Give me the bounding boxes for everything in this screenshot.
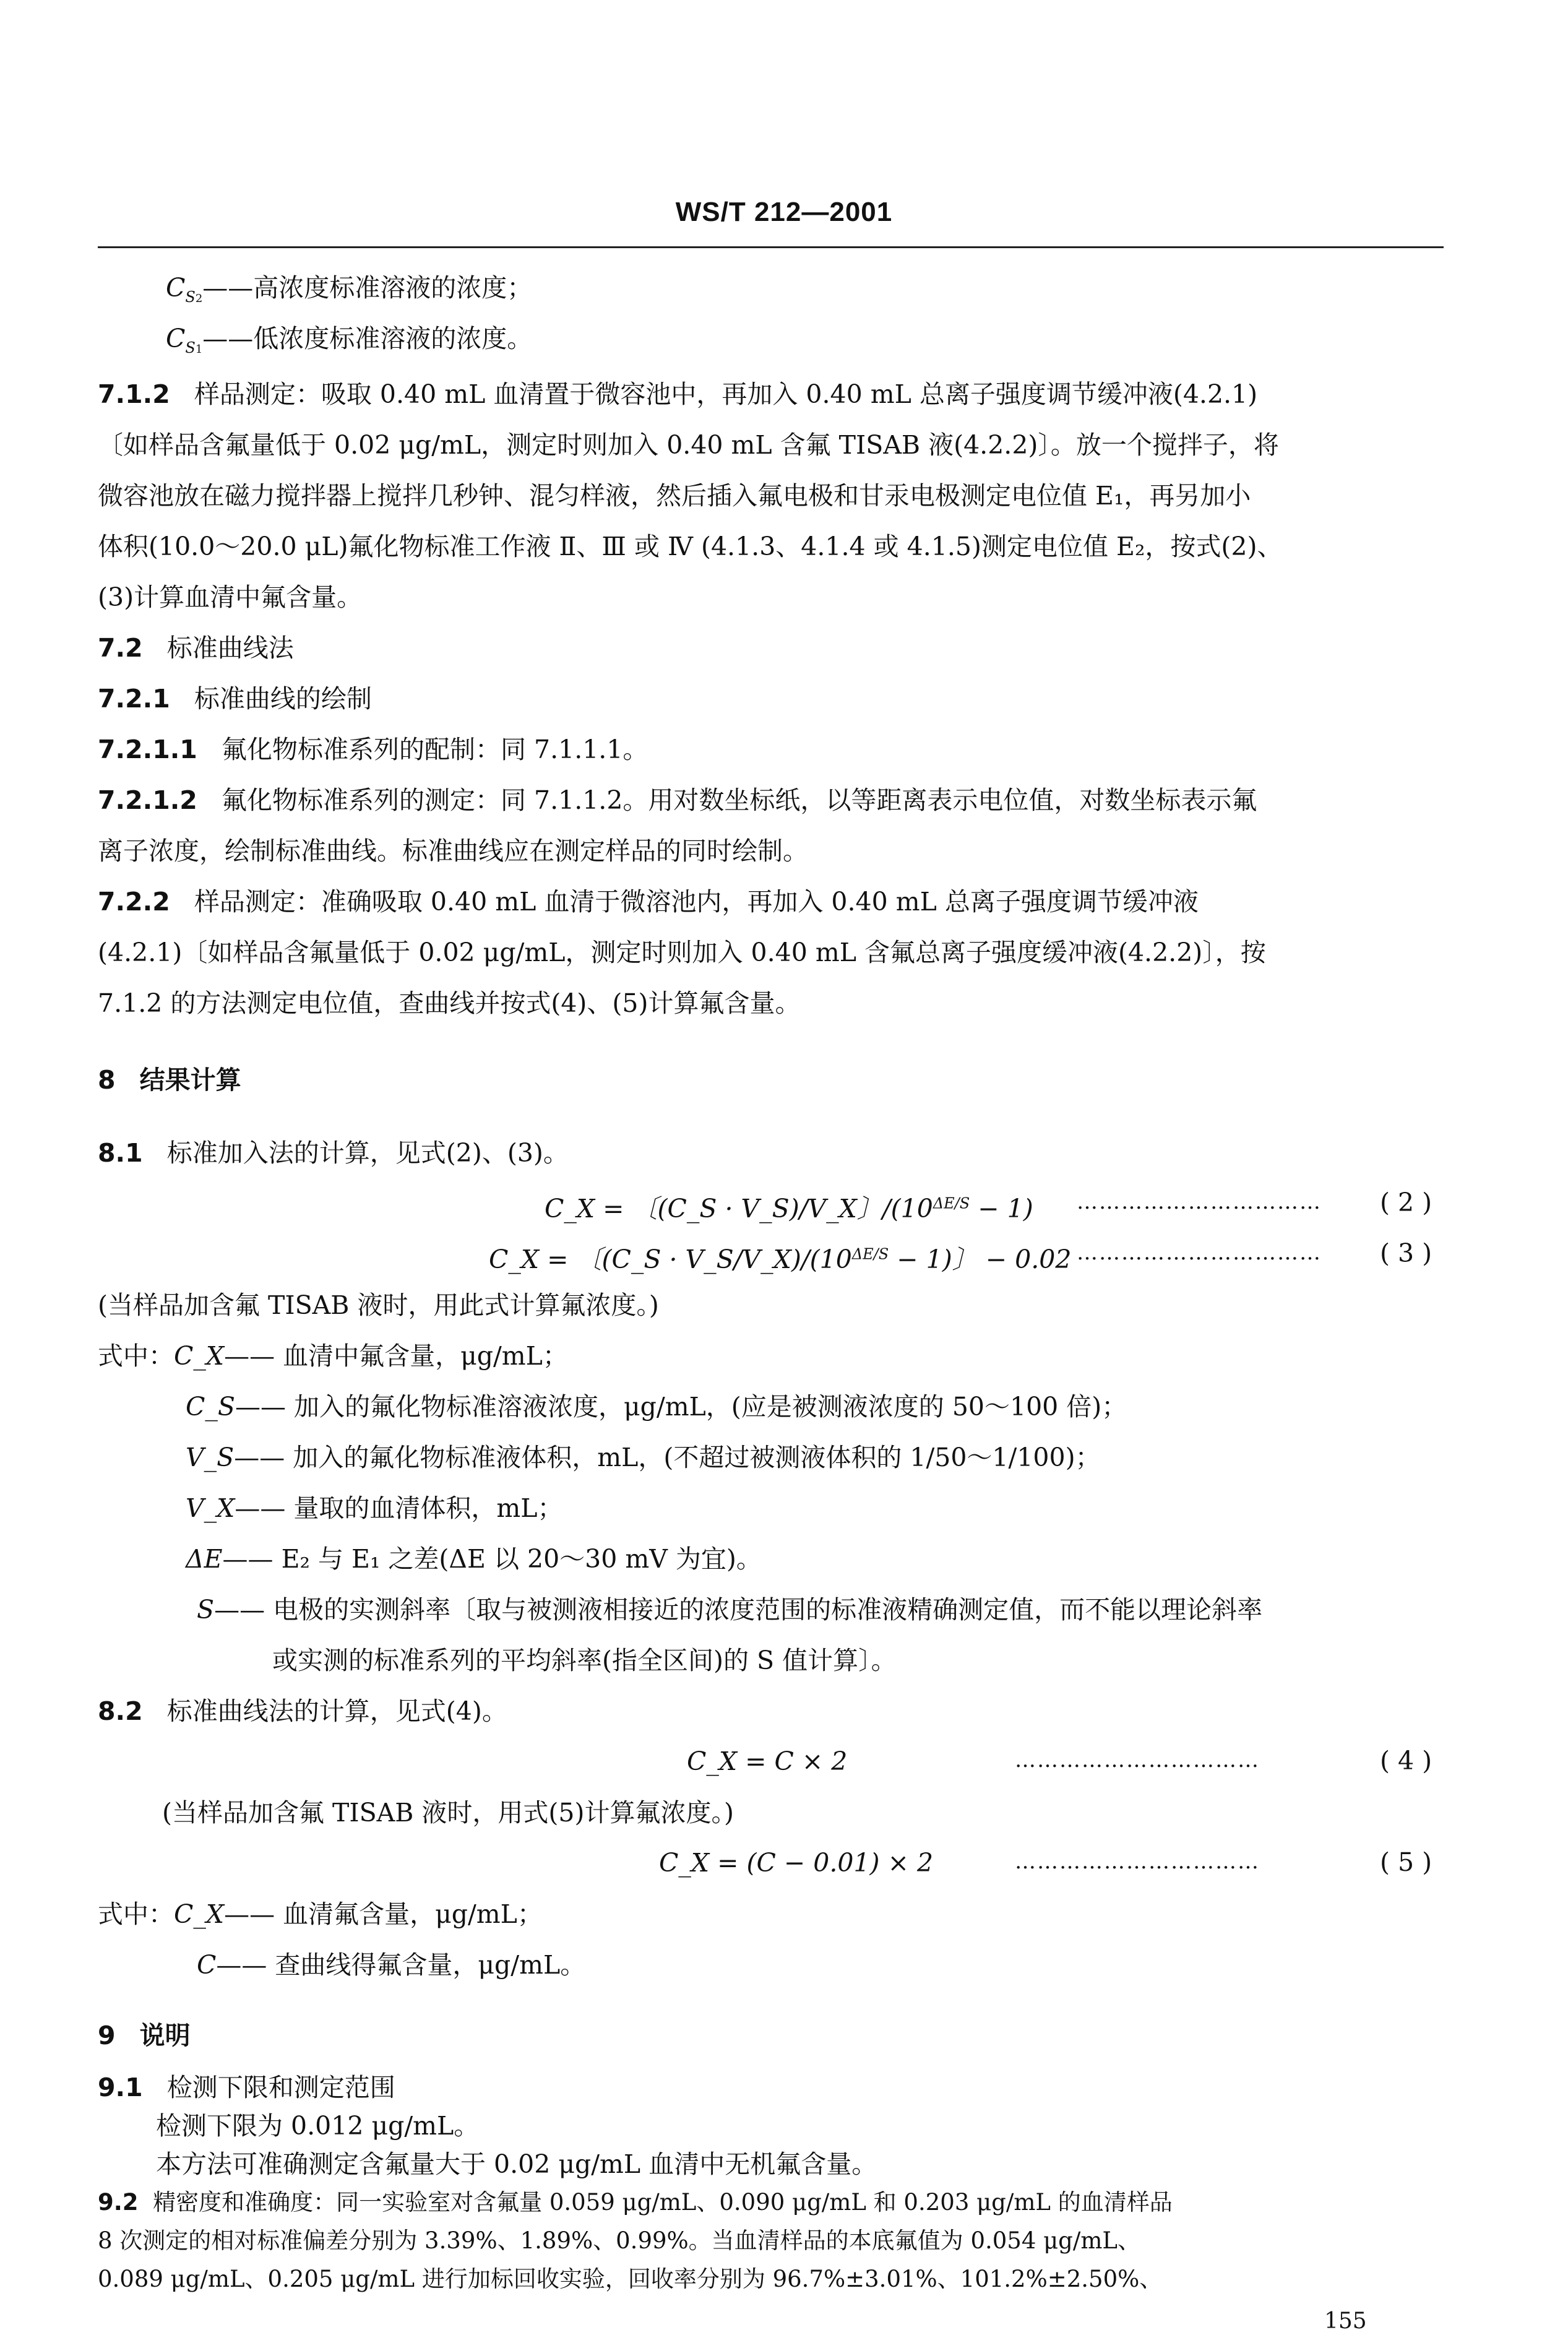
symbol: C <box>166 273 186 303</box>
paragraph-line: 〔如样品含氟量低于 0.02 μg/mL，测定时则加入 0.40 mL 含氟 TISAB 液(4.2.2)〕。放一个搅拌子，将 <box>98 430 1279 460</box>
section-9-1 <box>98 2072 395 2103</box>
where-cs <box>186 1391 1127 1422</box>
symbol-sub: S <box>185 288 196 306</box>
paragraph-line: (3)计算血清中氟含量。 <box>98 582 363 612</box>
leader-dots: …………………………… <box>1077 1189 1322 1214</box>
section-8-1 <box>98 1137 569 1168</box>
section-number: 8 <box>98 1065 116 1095</box>
note-tisab-2: (当样品加含氟 TISAB 液时，用式(5)计算氟浓度。) <box>162 1798 734 1828</box>
paragraph-line: 检测下限为 0.012 μg/mL。 <box>156 2111 480 2141</box>
section-number: 8.2 <box>98 1696 143 1726</box>
definition-text: ——低浓度标准溶液的浓度。 <box>202 324 533 353</box>
equation-main: C_X = 〔(C_S · V_S)/V_X〕/(10 <box>545 1194 933 1224</box>
symbol-subsub: 1 <box>195 343 203 356</box>
paragraph-line: 样品测定：吸取 0.40 mL 血清置于微容池中，再加入 0.40 mL 总离子强度调节缓冲液(4.2.1) <box>194 379 1258 409</box>
paragraph-line: 离子浓度，绘制标准曲线。标准曲线应在测定样品的同时绘制。 <box>98 836 808 866</box>
symbol: C_S <box>186 1392 235 1422</box>
def-cs1 <box>166 323 532 365</box>
symbol: V_S <box>186 1443 235 1472</box>
section-number: 7.2.1 <box>98 684 170 714</box>
symbol: C <box>197 1950 217 1980</box>
where-vs <box>186 1442 1101 1473</box>
paragraph-line: 样品测定：准确吸取 0.40 mL 血清于微溶池内，再加入 0.40 mL 总离子强度调节缓冲液 <box>194 887 1199 917</box>
equation-2 <box>545 1188 1033 1225</box>
paragraph-line: 体积(10.0～20.0 μL)氟化物标准工作液 Ⅱ、Ⅲ 或 Ⅳ (4.1.3、4.1.4 或 4.1.5)测定电位值 E₂，按式(2)、 <box>98 532 1283 561</box>
definition-text: —— 加入的氟化物标准液体积，mL，(不超过被测液体积的 1/50～1/100)； <box>234 1443 1101 1472</box>
section-8 <box>98 1064 241 1095</box>
standard-code-header: WS/T 212—2001 <box>675 197 893 227</box>
section-title: 标准曲线法 <box>166 633 294 663</box>
section-number: 8.1 <box>98 1138 143 1168</box>
definition-text: —— 血清中氟含量，μg/mL； <box>224 1341 568 1371</box>
equation-tail: − 1)〕 − 0.02 <box>889 1245 1072 1274</box>
section-title: 标准曲线的绘制 <box>194 684 372 714</box>
def-cs2 <box>166 272 532 314</box>
paragraph-line: 8 次测定的相对标准偏差分别为 3.39%、1.89%、0.99%。当血清样品的本底氟值为 0.054 μg/mL、 <box>98 2227 1140 2254</box>
symbol-sub: S <box>185 339 196 357</box>
where2-c <box>197 1949 585 1980</box>
section-number: 9 <box>98 2021 116 2050</box>
section-number: 9.2 <box>98 2189 139 2216</box>
section-title: 说明 <box>139 2021 191 2050</box>
section-title: 结果计算 <box>139 1065 241 1095</box>
section-number: 9.1 <box>98 2073 143 2102</box>
note-tisab-1: (当样品加含氟 TISAB 液时，用此式计算氟浓度。) <box>98 1290 659 1320</box>
symbol: C_X <box>174 1341 225 1371</box>
header-rule <box>98 246 1444 248</box>
section-8-2 <box>98 1696 507 1727</box>
section-9-2 <box>98 2187 1173 2218</box>
paragraph-line: 精密度和准确度：同一实验室对含氟量 0.059 μg/mL、0.090 μg/mL 和 0.203 μg/mL 的血清样品 <box>153 2189 1173 2216</box>
equation-3 <box>489 1239 1071 1275</box>
section-7-2-1 <box>98 683 372 714</box>
equation-tail: − 1) <box>970 1194 1033 1224</box>
symbol: V_X <box>186 1493 235 1523</box>
where-s-continued: 或实测的标准系列的平均斜率(指全区间)的 S 值计算〕。 <box>272 1646 897 1675</box>
leader-dots: …………………………… <box>1015 1748 1260 1772</box>
section-number: 7.2 <box>98 633 143 663</box>
paragraph-line: 本方法可准确测定含氟量大于 0.02 μg/mL 血清中无机氟含量。 <box>156 2149 877 2179</box>
paragraph-line: 标准曲线法的计算，见式(4)。 <box>166 1696 507 1726</box>
equation-4: C_X = C × 2 <box>687 1746 848 1776</box>
equation-5: C_X = (C − 0.01) × 2 <box>659 1848 934 1878</box>
where2-cx <box>98 1899 543 1930</box>
section-number: 7.2.1.2 <box>98 785 197 815</box>
section-number: 7.1.2 <box>98 379 170 409</box>
section-7-2-1-1 <box>98 734 648 765</box>
leader-dots: …………………………… <box>1077 1240 1322 1265</box>
equation-label: ( 2 ) <box>1380 1188 1432 1217</box>
leader-dots: …………………………… <box>1015 1849 1260 1874</box>
paragraph-line: 标准加入法的计算，见式(2)、(3)。 <box>166 1138 569 1168</box>
paragraph-line: (4.2.1)〔如样品含氟量低于 0.02 μg/mL，测定时则加入 0.40 mL 含氟总离子强度缓冲液(4.2.2)〕，按 <box>98 938 1266 967</box>
symbol: ΔE <box>186 1544 223 1574</box>
paragraph-line: 0.089 μg/mL、0.205 μg/mL 进行加标回收实验，回收率分别为 96.7%±3.01%、101.2%±2.50%、 <box>98 2266 1163 2292</box>
section-7-1-2-line1 <box>98 379 1257 410</box>
equation-exponent: ΔE/S <box>933 1194 970 1212</box>
where-prefix: 式中： <box>98 1341 174 1371</box>
definition-text: —— E₂ 与 E₁ 之差(ΔE 以 20～30 mV 为宜)。 <box>222 1544 762 1574</box>
equation-label: ( 5 ) <box>1380 1847 1432 1877</box>
where-prefix: 式中： <box>98 1899 174 1929</box>
definition-text: —— 血清氟含量，μg/mL； <box>224 1899 543 1929</box>
equation-label: ( 4 ) <box>1380 1746 1432 1776</box>
section-7-2 <box>98 632 294 663</box>
paragraph-line: 氟化物标准系列的配制：同 7.1.1.1。 <box>221 735 648 764</box>
section-7-2-2 <box>98 886 1199 917</box>
section-7-2-1-2 <box>98 785 1257 816</box>
paragraph-line: 7.1.2 的方法测定电位值，查曲线并按式(4)、(5)计算氟含量。 <box>98 988 801 1018</box>
where-cx <box>98 1340 568 1371</box>
symbol: C <box>166 324 186 353</box>
equation-label: ( 3 ) <box>1380 1238 1432 1268</box>
definition-text: —— 查曲线得氟含量，μg/mL。 <box>216 1950 586 1980</box>
where-vx <box>186 1493 562 1524</box>
equation-exponent: ΔE/S <box>851 1245 889 1263</box>
definition-text: —— 电极的实测斜率〔取与被测液相接近的浓度范围的标准液精确测定值，而不能以理论斜率 <box>214 1595 1263 1625</box>
symbol-subsub: 2 <box>195 292 203 306</box>
where-s <box>197 1594 1262 1625</box>
definition-text: ——高浓度标准溶液的浓度； <box>202 273 533 303</box>
equation-main: C_X = 〔(C_S · V_S/V_X)/(10 <box>489 1245 852 1274</box>
definition-text: —— 量取的血清体积，mL； <box>235 1493 563 1523</box>
paragraph-line: 微容池放在磁力搅拌器上搅拌几秒钟、混匀样液，然后插入氟电极和甘汞电极测定电位值 E₁，再另加小 <box>98 481 1251 511</box>
section-number: 7.2.2 <box>98 887 170 917</box>
symbol: C_X <box>174 1899 225 1929</box>
section-title: 检测下限和测定范围 <box>166 2073 395 2102</box>
where-delta-e <box>186 1543 762 1574</box>
symbol: S <box>197 1595 215 1625</box>
section-number: 7.2.1.1 <box>98 735 197 764</box>
page-number: 155 <box>1324 2308 1367 2334</box>
definition-text: —— 加入的氟化物标准溶液浓度，μg/mL，(应是被测液浓度的 50～100 倍)； <box>235 1392 1127 1422</box>
section-9 <box>98 2020 191 2051</box>
paragraph-line: 氟化物标准系列的测定：同 7.1.1.2。用对数坐标纸，以等距离表示电位值，对数坐标表示氟 <box>221 785 1257 815</box>
